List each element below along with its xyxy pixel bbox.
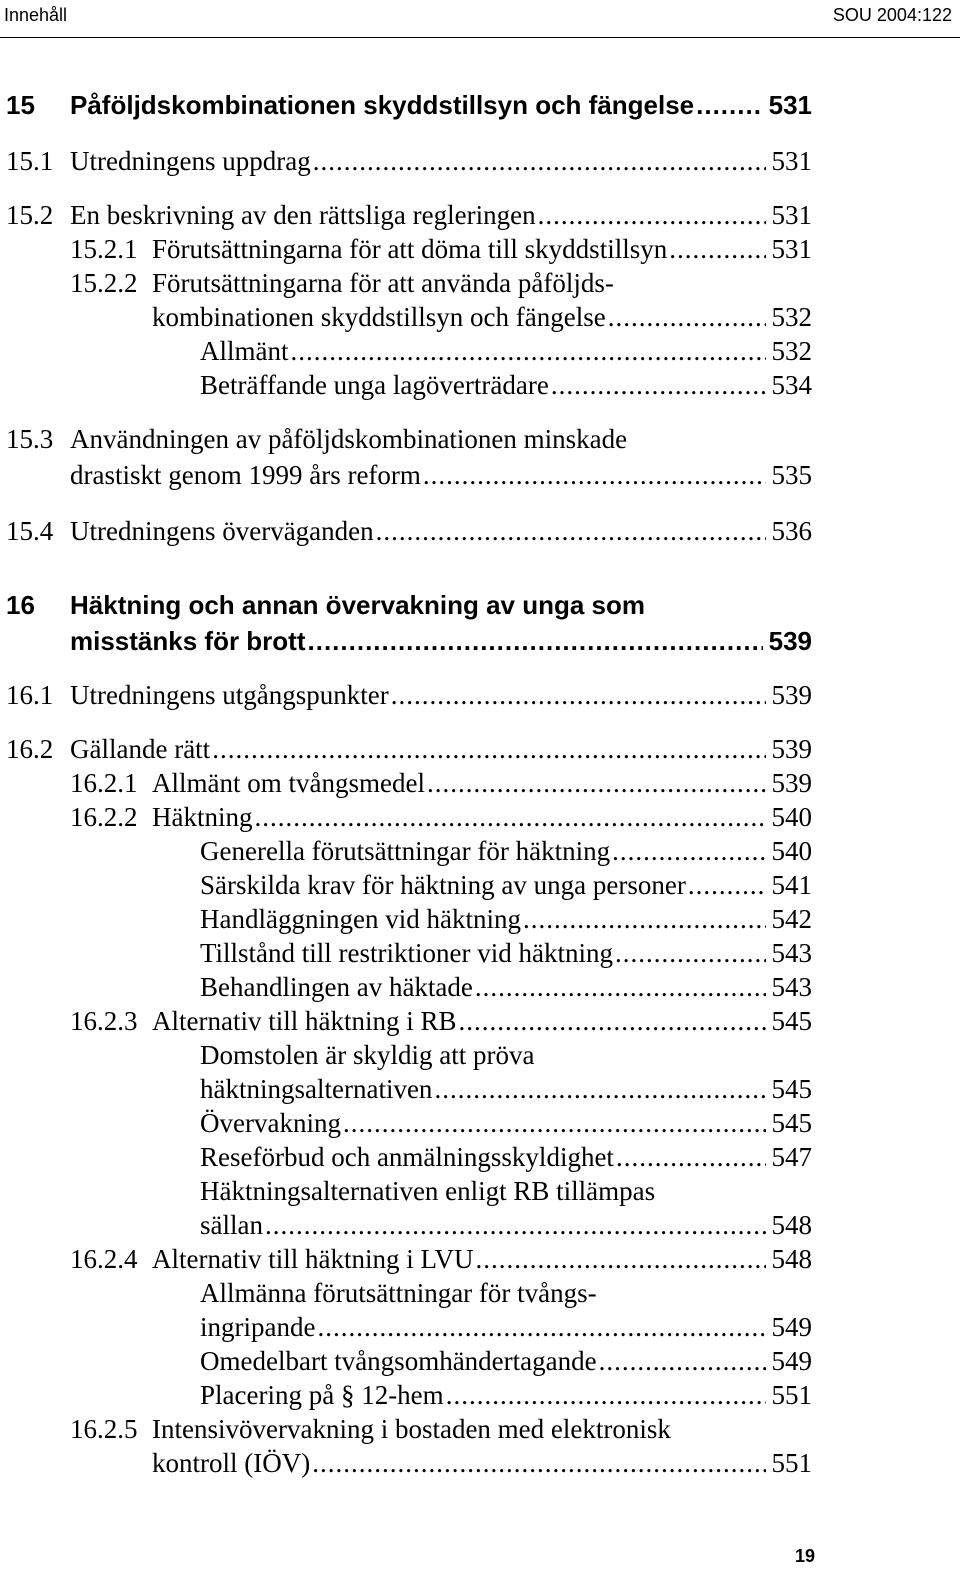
toc-dot-leader: [291, 336, 766, 367]
toc-dot-leader: [599, 1346, 766, 1377]
toc-entry-title: Utredningens uppdrag: [70, 146, 311, 176]
toc-entry-title: Allmänt: [200, 336, 289, 366]
toc-dot-leader: [312, 1448, 765, 1479]
toc-entry[interactable]: [0, 1312, 812, 1343]
toc-entry[interactable]: [0, 626, 812, 657]
toc-entry-number: 15.2.2: [70, 268, 138, 298]
toc-entry-number: 16: [6, 590, 35, 620]
toc-entry-title: En beskrivning av den rättsliga regleringen: [70, 200, 536, 230]
toc-dot-leader: [538, 200, 766, 231]
toc-entry-title: Påföljdskombinationen skyddstillsyn och fängelse: [70, 90, 695, 120]
toc-entry-number: 16.2.1: [70, 768, 138, 798]
toc-entry[interactable]: [0, 1074, 812, 1105]
toc-entry[interactable]: [0, 1244, 812, 1275]
toc-entry-title: Förutsättningarna för att använda påföljds-: [152, 268, 614, 298]
toc-entry-title: sällan: [200, 1210, 263, 1240]
toc-entry-title: Reseförbud och anmälningsskyldighet: [200, 1142, 614, 1172]
toc-entry-title: kombinationen skyddstillsyn och fängelse: [152, 302, 606, 332]
toc-dot-leader: [615, 938, 766, 969]
toc-entry-title: Utredningens utgångspunkter: [70, 680, 389, 710]
toc-entry-page: 547: [771, 1142, 812, 1172]
toc-entry-title: Särskilda krav för häktning av unga personer: [200, 870, 686, 900]
toc-entry[interactable]: [0, 802, 812, 833]
toc-entry-page: 531: [771, 200, 812, 230]
toc-entry-number: 15: [6, 90, 35, 120]
toc-dot-leader: [475, 1244, 765, 1275]
toc-entry-page: 549: [771, 1312, 812, 1342]
toc-entry-title: Häktning: [152, 802, 253, 832]
toc-entry-title: Allmänna förutsättningar för tvångs-: [200, 1278, 597, 1308]
toc-entry-number: 16.2.2: [70, 802, 138, 832]
toc-entry[interactable]: [0, 870, 812, 901]
toc-entry-title: Alternativ till häktning i RB: [152, 1006, 457, 1036]
toc-entry-page: 539: [768, 626, 812, 656]
toc-dot-leader: [212, 734, 765, 765]
toc-entry-number: 16.2.5: [70, 1414, 138, 1444]
toc-entry-page: 545: [771, 1074, 812, 1104]
toc-entry-number: 15.4: [6, 516, 54, 546]
toc-entry-page: 543: [771, 938, 812, 968]
toc-entry[interactable]: [0, 1006, 812, 1037]
toc-entry[interactable]: [0, 1142, 812, 1173]
toc-entry[interactable]: [0, 904, 812, 935]
toc-entry-title: Tillstånd till restriktioner vid häktning: [200, 938, 613, 968]
toc-entry-page: 532: [771, 302, 812, 332]
toc-dot-leader: [612, 836, 765, 867]
toc-entry[interactable]: [0, 836, 812, 867]
toc-entry-page: 548: [771, 1210, 812, 1240]
toc-entry[interactable]: [0, 302, 812, 333]
toc-dot-leader: [317, 1312, 765, 1343]
toc-entry-number: 16.1: [6, 680, 54, 710]
toc-entry-title: Omedelbart tvångsomhändertagande: [200, 1346, 597, 1376]
toc-entry-page: 545: [771, 1006, 812, 1036]
toc-dot-leader: [427, 768, 766, 799]
toc-entry-page: 539: [771, 734, 812, 764]
toc-entry-title: Utredningens överväganden: [70, 516, 374, 546]
toc-dot-leader: [616, 1142, 766, 1173]
toc-dot-leader: [551, 370, 766, 401]
toc-entry-page: 536: [771, 516, 812, 546]
toc-entry-title: Övervakning: [200, 1108, 341, 1138]
toc-entry-page: 543: [771, 972, 812, 1002]
toc-entry-page: 548: [771, 1244, 812, 1274]
toc-entry-page: 534: [771, 370, 812, 400]
page-number: 19: [794, 1546, 815, 1566]
toc-entry-page: 539: [771, 768, 812, 798]
toc-entry[interactable]: [0, 146, 812, 177]
toc-entry-title: kontroll (IÖV): [152, 1448, 311, 1478]
toc-entry[interactable]: [0, 1380, 812, 1411]
toc-entry-page: 531: [771, 234, 812, 264]
toc-entry[interactable]: [0, 1176, 812, 1207]
toc-dot-leader: [475, 972, 766, 1003]
toc-dot-leader: [523, 904, 766, 935]
toc-dot-leader: [391, 680, 766, 711]
toc-entry[interactable]: [0, 516, 812, 547]
toc-entry-number: 15.1: [6, 146, 54, 176]
toc-entry-page: 549: [771, 1346, 812, 1376]
toc-entry-number: 15.2: [6, 200, 54, 230]
toc-entry-title: Handläggningen vid häktning: [200, 904, 521, 934]
toc-entry[interactable]: [0, 680, 812, 711]
toc-dot-leader: [308, 626, 763, 657]
toc-entry-title: Häktningsalternativen enligt RB tillämpas: [200, 1176, 656, 1206]
toc-entry-title: häktningsalternativen: [200, 1074, 433, 1104]
toc-entry[interactable]: [0, 938, 812, 969]
toc-entry-number: 16.2.4: [70, 1244, 138, 1274]
toc-entry-title: Alternativ till häktning i LVU: [152, 1244, 474, 1274]
toc-entry-title: Behandlingen av häktade: [200, 972, 473, 1002]
toc-entry-page: 535: [771, 460, 812, 490]
header-report-id: SOU 2004:122: [832, 5, 952, 25]
toc-entry-title: Intensivövervakning i bostaden med elektronisk: [152, 1414, 671, 1444]
toc-entry-page: 531: [768, 90, 812, 120]
toc-entry-number: 15.3: [6, 424, 54, 454]
toc-entry[interactable]: [0, 1040, 812, 1071]
toc-dot-leader: [669, 234, 765, 265]
toc-entry[interactable]: [0, 424, 812, 455]
toc-entry-title: misstänks för brott: [70, 626, 306, 656]
toc-entry[interactable]: [0, 734, 812, 765]
toc-dot-leader: [608, 302, 766, 333]
toc-dot-leader: [688, 870, 766, 901]
toc-entry-title: Användningen av påföljdskombinationen minskade: [70, 424, 628, 454]
toc-entry-title: Placering på § 12-hem: [200, 1380, 444, 1410]
toc-entry-title: ingripande: [200, 1312, 316, 1342]
toc-entry[interactable]: [0, 972, 812, 1003]
toc-dot-leader: [343, 1108, 766, 1139]
toc-entry-page: 540: [771, 802, 812, 832]
toc-entry-page: 551: [771, 1380, 812, 1410]
toc-entry[interactable]: [0, 370, 812, 401]
toc-entry[interactable]: [0, 234, 812, 265]
toc-entry-title: Förutsättningarna för att döma till skyddstillsyn: [152, 234, 668, 264]
toc-entry[interactable]: [0, 1414, 812, 1445]
toc-entry-page: 540: [771, 836, 812, 866]
toc-entry-title: Allmänt om tvångsmedel: [152, 768, 425, 798]
toc-entry[interactable]: [0, 1108, 812, 1139]
toc-dot-leader: [446, 1380, 766, 1411]
toc-entry-page: 551: [771, 1448, 812, 1478]
toc-entry[interactable]: [0, 1278, 812, 1309]
toc-entry[interactable]: [0, 1210, 812, 1241]
toc-dot-leader: [265, 1210, 766, 1241]
toc-entry[interactable]: [0, 768, 812, 799]
toc-entry-title: Häktning och annan övervakning av unga som: [70, 590, 646, 620]
toc-dot-leader: [434, 1074, 765, 1105]
toc-entry[interactable]: [0, 90, 812, 121]
toc-entry-page: 545: [771, 1108, 812, 1138]
toc-entry-page: 541: [771, 870, 812, 900]
toc-dot-leader: [313, 146, 766, 177]
toc-dot-leader: [255, 802, 766, 833]
toc-dot-leader: [458, 1006, 765, 1037]
toc-entry-title: Generella förutsättningar för häktning: [200, 836, 611, 866]
toc-entry-page: 531: [771, 146, 812, 176]
toc-entry-page: 539: [771, 680, 812, 710]
toc-entry[interactable]: [0, 200, 812, 231]
toc-entry-number: 15.2.1: [70, 234, 138, 264]
running-header: [0, 0, 960, 40]
header-section-title: Innehåll: [4, 5, 68, 25]
toc-entry-title: Domstolen är skyldig att pröva: [200, 1040, 535, 1070]
toc-entry-number: 16.2.3: [70, 1006, 138, 1036]
toc-entry[interactable]: [0, 1346, 812, 1377]
toc-entry-title: drastiskt genom 1999 års reform: [70, 460, 421, 490]
toc-entry[interactable]: [0, 1448, 812, 1479]
toc-dot-leader: [376, 516, 766, 547]
toc-entry-number: 16.2: [6, 734, 54, 764]
toc-entry[interactable]: [0, 336, 812, 367]
toc-entry-page: 532: [771, 336, 812, 366]
toc-dot-leader: [423, 460, 766, 491]
toc-entry-title: Beträffande unga lagöverträdare: [200, 370, 549, 400]
toc-entry[interactable]: [0, 460, 812, 491]
toc-entry[interactable]: [0, 268, 812, 299]
header-rule: [0, 37, 960, 38]
toc-entry-page: 542: [771, 904, 812, 934]
toc-entry[interactable]: [0, 590, 812, 621]
toc-entry-title: Gällande rätt: [70, 734, 211, 764]
toc-dot-leader: [696, 90, 762, 121]
